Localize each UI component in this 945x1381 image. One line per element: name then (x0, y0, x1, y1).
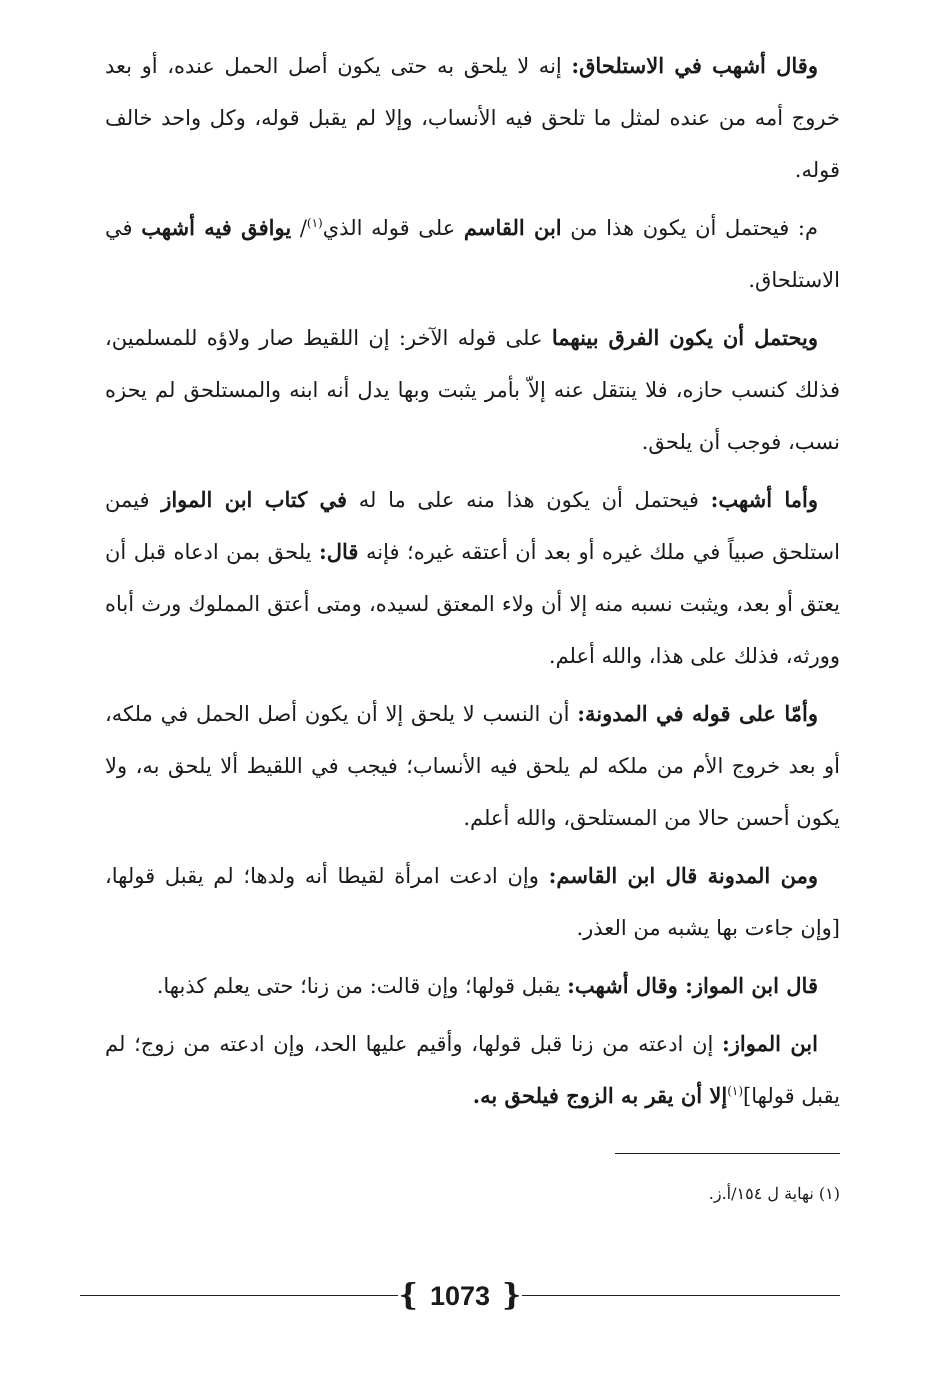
paragraph-1 (105, 40, 840, 196)
bold-lead: وأمّا على قوله في المدونة: (577, 701, 818, 726)
paragraph-text: م: فيحتمل أن يكون هذا من (561, 216, 818, 240)
paragraph-text: على قوله الذي (322, 216, 464, 240)
bold-phrase: إلا أن يقر به الزوج فيلحق به. (472, 1083, 728, 1108)
bold-lead: وقال أشهب في الاستلحاق: (571, 53, 818, 78)
paragraph-text: فيمن استلحق صبياً في ملك غيره أو بعد أن أعتقه غيره؛ فإنه (105, 488, 840, 564)
paragraph-text: وإن ادعت امرأة لقيطا أنه ولدها؛ لم يقبل قولها، [وإن جاءت بها يشبه من العذر. (105, 864, 840, 940)
paragraph-7 (105, 960, 840, 1012)
footnote-ref: (١) (727, 1084, 744, 1098)
paragraph-text: يلحق بمن ادعاه قبل أن يعتق أو بعد، ويثبت نسبه منه إلا أن ولاء المعتق لسيده، ومتى أعتق المملوك ورث أباه وورثه، فذلك على هذا، والله أعلم. (105, 540, 840, 668)
brace-left: { (398, 1278, 418, 1313)
bold-lead: ابن المواز: (722, 1031, 818, 1056)
bold-phrase: في كتاب ابن المواز (161, 487, 348, 512)
bold-lead: قال ابن المواز: وقال أشهب: (567, 973, 818, 998)
bold-lead: وأما أشهب: (710, 487, 818, 512)
paragraph-text: يقبل قولها؛ وإن قالت: من زنا؛ حتى يعلم كذبها. (156, 974, 568, 998)
rule-right (522, 1295, 840, 1296)
paragraph-text: على قوله الآخر: إن اللقيط صار ولاؤه للمسلمين، فذلك كنسب حازه، فلا ينتقل عنه إلاّ بأمر يثبت وبها يدل أنه ابنه والمستلحق لم يحزه نسب، فوجب أن يلحق. (105, 326, 840, 454)
paragraph-4 (105, 474, 840, 682)
paragraph-text: إن ادعته من زنا قبل قولها، وأقيم عليها الحد، وإن ادعته من زوج؛ لم يقبل قولها] (105, 1032, 840, 1108)
paragraph-text: أن النسب لا يلحق إلا أن يكون أصل الحمل في ملكه، أو بعد خروج الأم من ملكه لم يلحق فيه الأنساب؛ فيجب في اللقيط ألا يلحق به، ولا يكون أحسن حالا من المستلحق، والله أعلم. (105, 702, 840, 830)
bold-lead: ويحتمل أن يكون الفرق بينهما (551, 325, 819, 350)
bold-lead: ومن المدونة قال ابن القاسم: (548, 863, 818, 888)
page-body (105, 40, 840, 1128)
paragraph-5 (105, 688, 840, 844)
paragraph-8 (105, 1018, 840, 1122)
paragraph-2 (105, 202, 840, 306)
footnote: (١) نهاية ل ١٥٤/أ.ز. (708, 1184, 840, 1203)
brace-right: } (502, 1278, 522, 1313)
paragraph-3 (105, 312, 840, 468)
bold-phrase: يوافق فيه أشهب (141, 215, 292, 240)
footnote-separator (615, 1153, 840, 1154)
rule-left (80, 1295, 398, 1296)
paragraph-text: إنه لا يلحق به حتى يكون أصل الحمل عنده، أو بعد خروج أمه من عنده لمثل ما تلحق فيه الأنساب، وإلا لم يقبل قوله، وكل واحد خالف قوله. (105, 54, 840, 182)
folio-marker: / (291, 216, 307, 240)
paragraph-6 (105, 850, 840, 954)
paragraph-text: فيحتمل أن يكون هذا منه على ما له (347, 488, 711, 512)
page-number-bar (80, 1276, 840, 1316)
page-number-box (398, 1276, 522, 1316)
bold-phrase: ابن القاسم (463, 215, 562, 240)
paragraph-text: في الاستلحاق. (105, 216, 840, 292)
footnote-ref: (١) (306, 216, 323, 230)
bold-phrase: قال: (319, 539, 359, 564)
page-number: 1073 (429, 1281, 491, 1311)
